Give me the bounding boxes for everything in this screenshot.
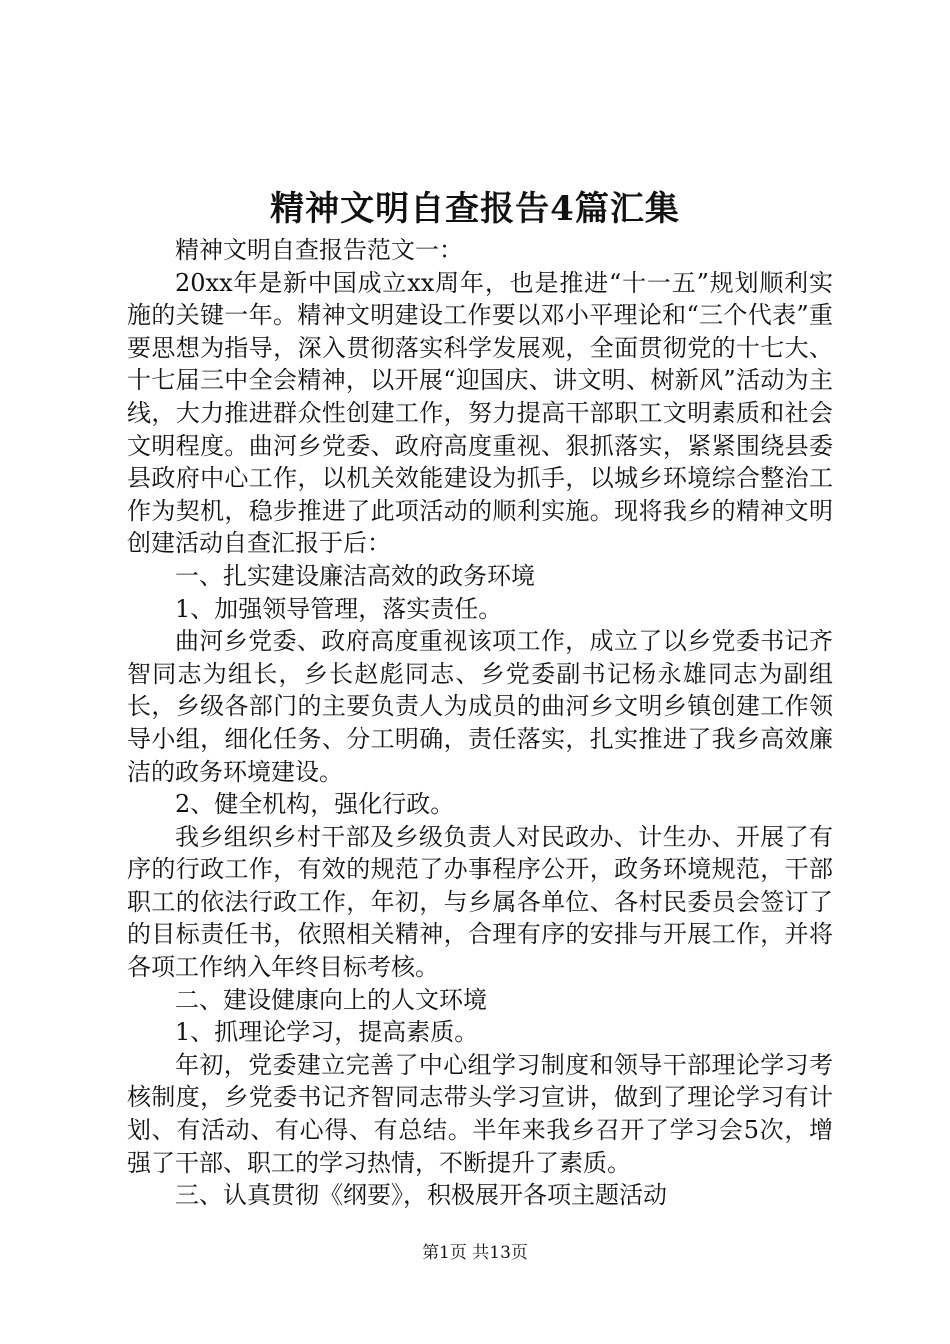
section-heading: 三、认真贯彻《纲要》，积极展开各项主题活动 — [175, 1181, 667, 1210]
subsection-heading: 1、加强领导管理，落实责任。 — [175, 594, 503, 623]
section-heading: 一、扎实建设廉洁高效的政务环境 — [175, 561, 535, 590]
subsection-heading: 1、抓理论学习，提高素质。 — [175, 1018, 479, 1047]
subsection-heading: 2、健全机构，强化行政。 — [175, 790, 455, 819]
paragraph: 年初，党委建立完善了中心组学习制度和领导干部理论学习考核制度，乡党委书记齐智同志带头学习宣讲，做到了理论学习有计划、有活动、有心得、有总结。半年来我乡召开了学习会5次，增强了干部、职工的学习热情，不断提升了素质。 — [127, 1050, 833, 1177]
section-heading: 二、建设健康向上的人文环境 — [175, 985, 487, 1014]
document-body — [127, 234, 833, 1212]
paragraph: 精神文明自查报告范文一： — [175, 236, 463, 264]
document-title: 精神文明自查报告4篇汇集 — [270, 189, 680, 229]
paragraph: 20xx年是新中国成立xx周年，也是推进“十一五”规划顺利实施的关键一年。精神文明建设工作要以邓小平理论和“三个代表”重要思想为指导，深入贯彻落实科学发展观，全面贯彻党的十七大、十七届三中全会精神，以开展“迎国庆、讲文明、树新风”活动为主线，大力推进群众性创建工作，努力提高干部职工文明素质和社会文明程度。曲河乡党委、政府高度重视、狠抓落实，紧紧围绕县委县政府中心工作，以机关效能建设为抓手，以城乡环境综合整治工作为契机，稳步推进了此项活动的顺利实施。现将我乡的精神文明创建活动自查汇报于后： — [127, 268, 833, 558]
paragraph: 我乡组织乡村干部及乡级负责人对民政办、计生办、开展了有序的行政工作，有效的规范了办事程序公开，政务环境规范，干部职工的依法行政工作，年初，与乡属各单位、各村民委员会签订了的目标责任书，依照相关精神，合理有序的安排与开展工作，并将各项工作纳入年终目标考核。 — [127, 822, 833, 982]
paragraph: 曲河乡党委、政府高度重视该项工作，成立了以乡党委书记齐智同志为组长，乡长赵彪同志、乡党委副书记杨永雄同志为副组长，乡级各部门的主要负责人为成员的曲河乡文明乡镇创建工作领导小组，细化任务、分工明确，责任落实，扎实推进了我乡高效廉洁的政务环境建设。 — [127, 627, 833, 786]
page-footer: 第1页 共13页 — [422, 1243, 528, 1263]
